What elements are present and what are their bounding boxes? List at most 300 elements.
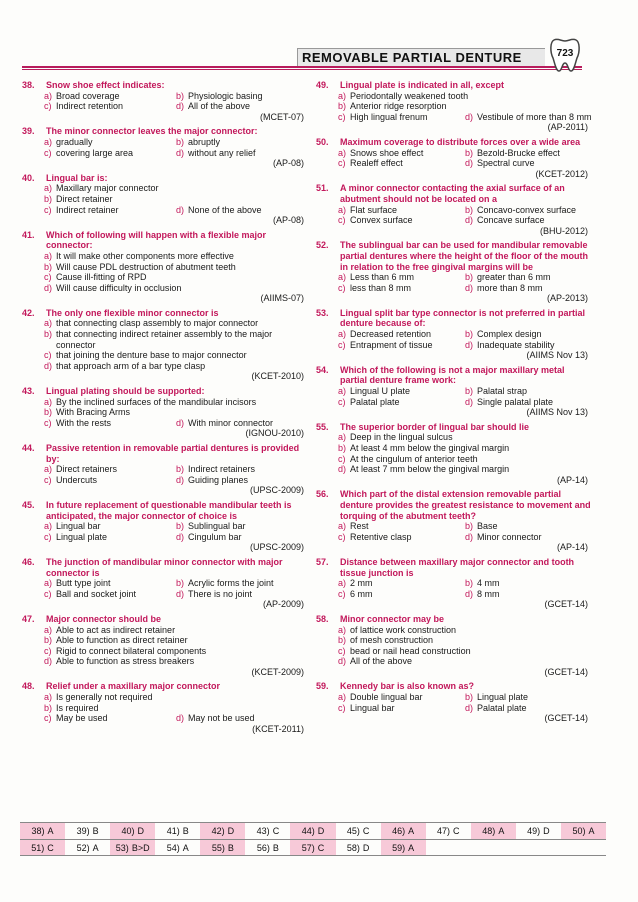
option-letter: d)	[465, 339, 474, 350]
question-number: 42.	[22, 307, 35, 318]
option-row	[44, 635, 308, 646]
answer-value: A	[47, 826, 54, 836]
option-letter: d)	[176, 474, 185, 485]
option	[338, 692, 465, 703]
question	[22, 386, 308, 439]
option	[465, 148, 592, 159]
option	[176, 589, 308, 600]
option	[44, 407, 308, 418]
option-text: Spectral curve	[477, 158, 535, 169]
question-number: 49.	[316, 80, 329, 90]
option-text: With the rests	[56, 417, 112, 428]
option-letter: d)	[44, 282, 53, 293]
options	[316, 272, 592, 293]
options	[22, 137, 308, 158]
answer-cell	[155, 823, 200, 839]
question-text: The junction of mandibular minor connector with major connector is	[46, 556, 283, 578]
option-text: that approach arm of a bar type clasp	[56, 360, 206, 371]
question-source: (AP-2011)	[547, 122, 588, 133]
answer-number: 39)	[76, 826, 90, 836]
question-number: 47.	[22, 613, 35, 624]
option-row	[44, 101, 308, 112]
question-number: 56.	[316, 489, 329, 500]
question-source: (GCET-14)	[544, 599, 588, 610]
question-text: Snow shoe effect indicates:	[46, 80, 165, 90]
answer-cell	[20, 823, 65, 839]
option	[465, 112, 592, 123]
question-stem	[22, 681, 308, 692]
option-text: Will cause PDL destruction of abutment teeth	[56, 261, 236, 272]
option-letter: b)	[465, 578, 474, 589]
option-row	[44, 318, 308, 329]
answer-cell-empty	[426, 840, 471, 855]
answer-cell	[65, 823, 110, 839]
question-stem	[316, 557, 592, 578]
answer-number: 41)	[166, 826, 180, 836]
options	[316, 578, 592, 599]
option-letter: a)	[44, 183, 53, 194]
option-letter: d)	[176, 588, 185, 599]
option-row	[44, 350, 308, 361]
answer-value: A	[408, 842, 415, 853]
option-row	[44, 272, 308, 283]
question	[316, 614, 592, 678]
option-letter: b)	[44, 261, 53, 272]
option	[44, 397, 308, 408]
option-row	[338, 215, 592, 226]
question-text: Lingual plate is indicated in all, except	[340, 80, 505, 90]
option-letter: c)	[44, 204, 52, 215]
option-text: Maxillary major connector	[56, 183, 159, 194]
options	[22, 625, 308, 667]
options	[316, 148, 592, 169]
option-letter: b)	[465, 386, 474, 397]
option	[44, 194, 308, 205]
question-source: (AP-08)	[272, 158, 304, 169]
option	[465, 578, 592, 589]
option-letter: c)	[338, 396, 346, 407]
option	[44, 464, 176, 475]
option	[465, 205, 592, 216]
option-letter: d)	[338, 464, 347, 475]
question-source: (UPSC-2009)	[249, 485, 304, 496]
option-text: Acrylic forms the joint	[188, 578, 274, 589]
answer-cell	[200, 823, 245, 839]
option	[338, 635, 592, 646]
option	[465, 589, 592, 600]
option-text: Broad coverage	[56, 90, 120, 101]
option-letter: c)	[338, 158, 346, 169]
question-text: Passive retention in removable partial dentures is provided by:	[46, 443, 300, 464]
question	[316, 183, 592, 236]
option	[44, 318, 308, 329]
answer-row	[20, 839, 606, 856]
question-stem	[22, 500, 308, 521]
option-letter: b)	[44, 193, 53, 204]
option	[44, 532, 176, 543]
question	[22, 500, 308, 553]
options	[316, 692, 592, 713]
option-text: Entrapment of tissue	[350, 339, 433, 350]
option-letter: b)	[338, 101, 347, 112]
question-text: Which of following will happen with a flexible major connector:	[46, 229, 267, 251]
option-letter: d)	[176, 531, 185, 542]
option-text: Palatal plate	[350, 396, 400, 407]
answer-cell	[290, 840, 335, 855]
option	[44, 361, 308, 372]
options	[22, 578, 308, 599]
option-row	[44, 329, 308, 350]
option-text: Bezold-Brucke effect	[477, 147, 560, 158]
option-text: By the inclined surfaces of the mandibular incisors	[56, 396, 257, 407]
option	[338, 521, 465, 532]
option-text: that connecting indirect retainer assembly to the major connector	[56, 329, 273, 350]
answer-number: 58)	[346, 842, 360, 853]
option-letter: d)	[176, 147, 185, 158]
option-text: Deep in the lingual sulcus	[350, 432, 453, 443]
option-row	[338, 386, 592, 397]
answer-row	[20, 822, 606, 839]
question-number: 41.	[22, 229, 35, 240]
answer-cell	[245, 823, 290, 839]
option-text: less than 8 mm	[350, 282, 412, 293]
question	[22, 308, 308, 382]
option	[338, 215, 465, 226]
option-text: Minor connector	[477, 531, 542, 542]
option-letter: b)	[176, 136, 185, 147]
question-source: (AIIMS-07)	[260, 293, 304, 304]
question-number: 54.	[316, 364, 329, 375]
option	[465, 215, 592, 226]
answer-cell	[381, 840, 426, 855]
option-letter: b)	[44, 702, 53, 713]
question	[316, 240, 592, 304]
answer-value: A	[92, 842, 99, 853]
option-text: without any relief	[188, 147, 256, 158]
question	[22, 557, 308, 610]
option-row	[44, 137, 308, 148]
question-number: 51.	[316, 183, 329, 194]
answer-cell	[336, 823, 381, 839]
answer-number: 56)	[256, 842, 270, 853]
question	[316, 137, 592, 179]
question-text: Which part of the distal extension removable partial denture provides the greatest resistance to movement and torquing of the abutment teeth?	[340, 489, 591, 521]
question-stem	[316, 308, 592, 329]
option-letter: a)	[338, 272, 347, 283]
option	[338, 578, 465, 589]
question-number: 46.	[22, 556, 35, 567]
option	[44, 656, 308, 667]
option-row	[44, 625, 308, 636]
answer-value: D	[362, 842, 370, 853]
question-text: Distance between maxillary major connector and tooth tissue junction is	[340, 556, 575, 578]
option-letter: c)	[338, 531, 346, 542]
option-row	[44, 251, 308, 262]
question-stem	[22, 443, 308, 464]
option	[44, 350, 308, 361]
page-number: 723	[556, 48, 574, 59]
option-letter: c)	[338, 588, 346, 599]
option	[176, 713, 308, 724]
option-text: Able to function as direct retainer	[56, 635, 188, 646]
question	[22, 443, 308, 496]
option-text: Lingual bar	[350, 702, 395, 713]
option-row	[338, 521, 592, 532]
option	[176, 91, 308, 102]
option	[44, 625, 308, 636]
option-letter: a)	[44, 521, 53, 532]
answer-cell	[20, 840, 65, 855]
answer-cell	[290, 823, 335, 839]
question	[22, 230, 308, 304]
options	[22, 521, 308, 542]
option-letter: a)	[44, 396, 53, 407]
option-row	[338, 205, 592, 216]
option-text: May be used	[56, 713, 108, 724]
question-source: (KCET-2009)	[251, 666, 304, 677]
option-letter: c)	[338, 339, 346, 350]
question-number: 38.	[22, 80, 35, 90]
question-source: (GCET-14)	[544, 713, 588, 724]
options	[22, 251, 308, 293]
answer-number: 42)	[211, 826, 225, 836]
option-row	[338, 101, 592, 112]
option	[465, 340, 592, 351]
question	[22, 126, 308, 168]
answer-number: 47)	[436, 826, 450, 836]
option	[338, 158, 465, 169]
question-source: (AP-2013)	[546, 293, 588, 304]
answer-value: D	[137, 826, 144, 836]
option-text: covering large area	[56, 147, 134, 158]
question-stem	[22, 80, 308, 91]
option-letter: a)	[338, 521, 347, 532]
option-letter: d)	[338, 656, 347, 667]
option-row	[338, 464, 592, 475]
options	[316, 386, 592, 407]
option-row	[44, 532, 308, 543]
option-text: All of the above	[350, 656, 413, 667]
answer-cell	[245, 840, 290, 855]
options	[22, 183, 308, 215]
option	[338, 101, 592, 112]
options	[22, 397, 308, 429]
question	[316, 308, 592, 361]
option	[338, 397, 465, 408]
option	[465, 397, 592, 408]
answer-cell	[65, 840, 110, 855]
option-row	[44, 148, 308, 159]
question-text: A minor connector contacting the axial surface of an abutment should not be located on a	[340, 183, 565, 204]
option-letter: d)	[465, 111, 474, 122]
option-letter: c)	[338, 215, 346, 226]
answer-value: A	[588, 826, 595, 836]
option-text: There is no joint	[188, 588, 253, 599]
option-letter: d)	[465, 702, 474, 713]
answer-value: A	[408, 826, 415, 836]
option-row	[44, 521, 308, 532]
option-letter: d)	[44, 656, 53, 667]
option-letter: a)	[338, 578, 347, 589]
answer-number: 55)	[211, 842, 225, 853]
question-text: Maximum coverage to distribute forces over a wide area	[340, 136, 581, 147]
option-text: of lattice work construction	[350, 624, 457, 635]
option-letter: b)	[44, 329, 53, 340]
question-stem	[22, 308, 308, 319]
option	[44, 137, 176, 148]
option-row	[44, 283, 308, 294]
option-letter: c)	[44, 474, 52, 485]
option-row	[338, 432, 592, 443]
question-source: (AP-08)	[272, 215, 304, 226]
option-text: Inadequate stability	[477, 339, 555, 350]
answer-cell	[516, 823, 561, 839]
option	[44, 183, 308, 194]
option-text: Vestibule of more than 8 mm	[477, 111, 592, 122]
option-text: Realeff effect	[350, 158, 403, 169]
answer-cell	[561, 823, 606, 839]
options	[22, 464, 308, 485]
option-text: greater than 6 mm	[477, 272, 551, 283]
question-text: The superior border of lingual bar should lie	[340, 421, 530, 432]
answer-number: 43)	[256, 826, 270, 836]
option	[338, 703, 465, 714]
option-text: Butt type joint	[56, 578, 111, 589]
answer-number: 57)	[301, 842, 315, 853]
option-letter: c)	[44, 147, 52, 158]
option-text: gradually	[56, 136, 93, 147]
option-letter: b)	[176, 521, 185, 532]
option-text: Concave surface	[477, 215, 545, 226]
option-letter: d)	[44, 360, 53, 371]
option-row	[44, 589, 308, 600]
option-text: Base	[477, 521, 498, 532]
option-letter: c)	[338, 702, 346, 713]
answer-cell	[426, 823, 471, 839]
option-text: Palatal strap	[477, 386, 528, 397]
option-letter: a)	[338, 329, 347, 340]
answer-cell-empty	[516, 840, 561, 855]
option-text: Rest	[350, 521, 369, 532]
option-letter: a)	[338, 204, 347, 215]
option	[338, 148, 465, 159]
answer-value: C	[362, 826, 370, 836]
option-letter: d)	[465, 588, 474, 599]
option-row	[44, 361, 308, 372]
option-letter: d)	[176, 713, 185, 724]
option-text: Double lingual bar	[350, 692, 423, 703]
question-number: 40.	[22, 172, 35, 183]
answer-cell	[110, 823, 155, 839]
option	[338, 205, 465, 216]
option-letter: c)	[338, 645, 346, 656]
question-column-right	[316, 80, 592, 728]
option-letter: a)	[338, 624, 347, 635]
question-stem	[316, 137, 592, 148]
question-text: In future replacement of questionable mandibular teeth is anticipated, the major connector of choice is	[46, 499, 292, 521]
option-text: High lingual frenum	[350, 111, 428, 122]
question-number: 43.	[22, 386, 35, 397]
options	[22, 318, 308, 371]
option-text: Able to act as indirect retainer	[56, 624, 176, 635]
question-source: (BHU-2012)	[539, 225, 588, 236]
option-letter: b)	[465, 329, 474, 340]
option	[44, 418, 176, 429]
option-letter: c)	[44, 531, 52, 542]
question-stem	[316, 183, 592, 204]
question-source: (AP-14)	[556, 474, 588, 485]
question-text: Lingual plating should be supported:	[46, 386, 205, 397]
option	[176, 464, 308, 475]
option-row	[338, 148, 592, 159]
option-text: Retentive clasp	[350, 531, 412, 542]
option-row	[338, 532, 592, 543]
option-text: Is generally not required	[56, 692, 153, 703]
option-letter: b)	[176, 90, 185, 101]
option-letter: d)	[176, 417, 185, 428]
option-text: 6 mm	[350, 588, 373, 599]
question-text: The minor connector leaves the major connector:	[46, 126, 258, 137]
option-letter: c)	[44, 101, 52, 112]
option-text: Cause ill-fitting of RPD	[56, 272, 147, 283]
option	[338, 443, 592, 454]
option-letter: a)	[44, 692, 53, 703]
answer-value: D	[227, 826, 235, 836]
question-text: Which of the following is not a major maxillary metal partial denture frame work:	[340, 364, 565, 386]
option-text: Lingual plate	[56, 531, 108, 542]
option-row	[338, 703, 592, 714]
option-text: Direct retainers	[56, 464, 118, 475]
option	[44, 251, 308, 262]
option	[465, 386, 592, 397]
option-row	[44, 407, 308, 418]
option-letter: a)	[338, 432, 347, 443]
question-stem	[22, 230, 308, 251]
answer-number: 53)	[115, 842, 129, 853]
option-row	[338, 272, 592, 283]
header-rule-thin	[22, 69, 582, 70]
option-text: Complex design	[477, 329, 542, 340]
option	[176, 521, 308, 532]
question-number: 52.	[316, 240, 329, 251]
option-row	[44, 464, 308, 475]
option-row	[338, 635, 592, 646]
question	[22, 681, 308, 734]
option	[44, 635, 308, 646]
option	[44, 262, 308, 273]
option-letter: c)	[338, 282, 346, 293]
option-row	[338, 589, 592, 600]
option-text: At the cingulum of anterior teeth	[350, 453, 478, 464]
option-letter: d)	[465, 531, 474, 542]
option	[465, 158, 592, 169]
answer-cell-empty	[561, 840, 606, 855]
option-text: bead or nail head construction	[350, 645, 471, 656]
option-text: 4 mm	[477, 578, 500, 589]
option-letter: a)	[338, 386, 347, 397]
page-title: REMOVABLE PARTIAL DENTURE	[302, 50, 522, 65]
option-text: of mesh construction	[350, 635, 434, 646]
option	[338, 532, 465, 543]
question	[316, 681, 592, 723]
option-letter: c)	[338, 453, 346, 464]
answer-value: D	[317, 826, 325, 836]
option-row	[44, 713, 308, 724]
question-number: 59.	[316, 681, 329, 692]
question-source: (AP-14)	[556, 542, 588, 553]
option	[44, 703, 308, 714]
question-text: Lingual split bar type connector is not preferred in partial denture because of:	[340, 307, 586, 329]
